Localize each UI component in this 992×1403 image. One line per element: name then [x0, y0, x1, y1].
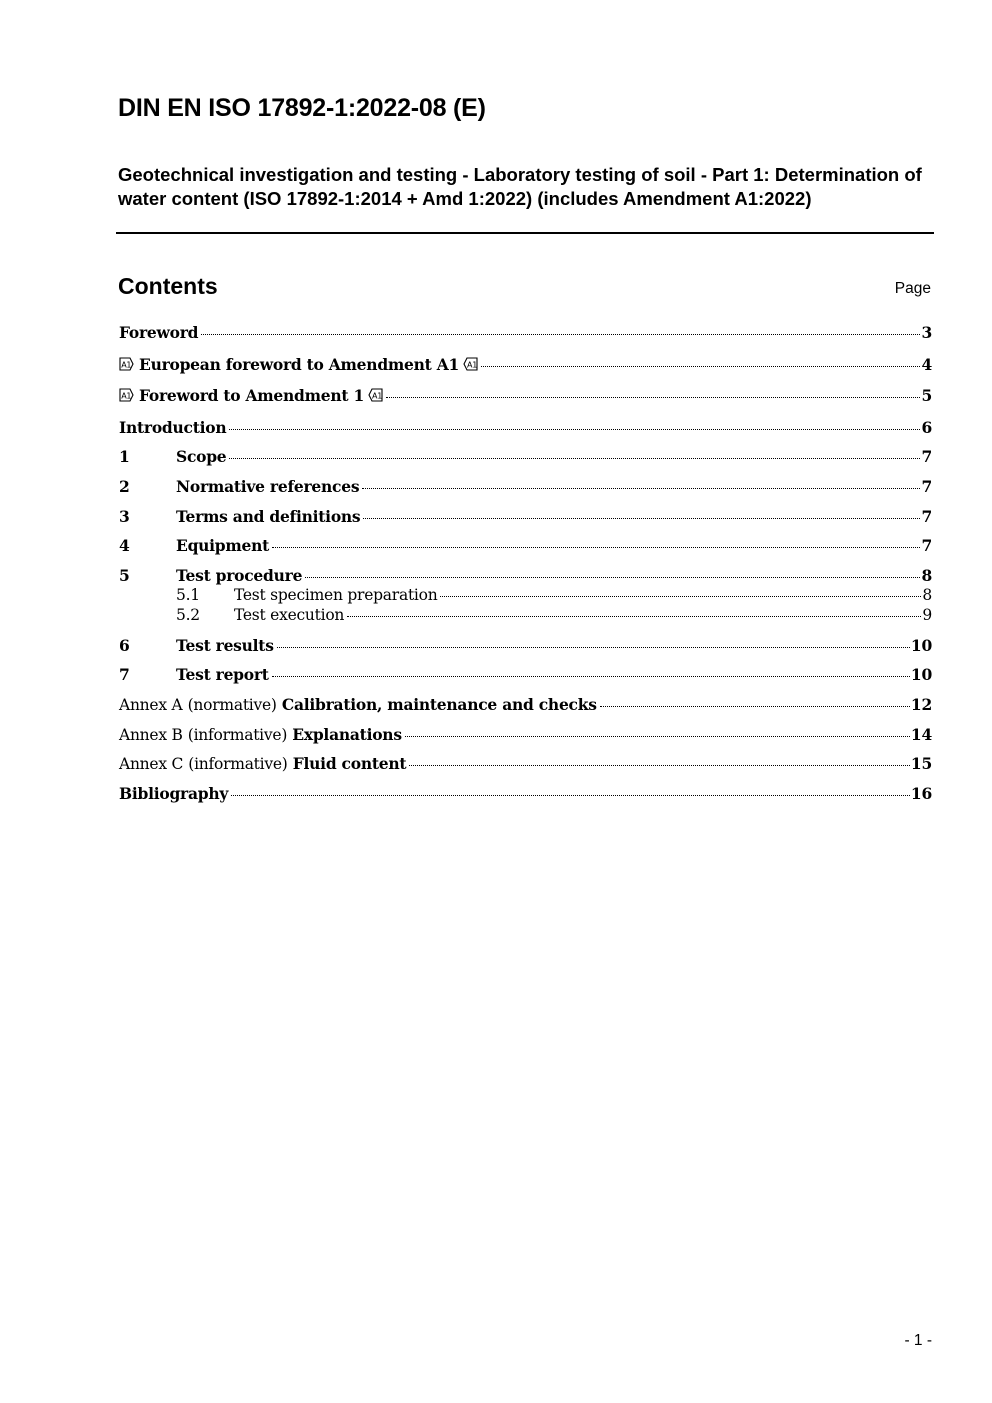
- toc-entry-page: 7: [921, 447, 932, 466]
- toc-entry-page: 7: [921, 536, 932, 555]
- dot-leader: [440, 596, 921, 597]
- toc-entry-label: Foreword to Amendment 1: [139, 386, 365, 405]
- dot-leader: [272, 676, 910, 677]
- annex-prefix: Annex A: [119, 696, 183, 714]
- toc-entry-number: 3: [119, 507, 130, 526]
- page-number-footer: - 1 -: [904, 1332, 932, 1349]
- dot-leader: [305, 577, 920, 578]
- toc-entry-label: Test procedure: [176, 566, 303, 585]
- toc-entry-label: Test results: [176, 636, 274, 655]
- toc-entry-label: Calibration, maintenance and checks: [281, 695, 597, 714]
- toc-entry-page: 14: [910, 725, 932, 744]
- toc-entry-page: 8: [921, 566, 932, 585]
- toc-entry-label: European foreword to Amendment A1: [139, 355, 460, 374]
- svg-text:A1: A1: [372, 391, 383, 401]
- toc-entry-label: Normative references: [176, 477, 360, 496]
- toc-entry-equipment[interactable]: [119, 536, 932, 555]
- toc-entry-page: 3: [921, 323, 932, 342]
- toc-entry-page: 6: [921, 418, 932, 437]
- toc-entry-number: 5.2: [176, 606, 200, 624]
- toc-entry-introduction[interactable]: [119, 418, 932, 437]
- toc-entry-page: 7: [921, 477, 932, 496]
- toc-entry-number: 7: [119, 665, 130, 684]
- toc-entry-page: 8: [922, 586, 932, 604]
- amendment-start-marker-icon: [119, 357, 134, 371]
- toc-entry-page: 10: [910, 636, 932, 655]
- toc-entry-page: 4: [921, 355, 932, 374]
- svg-text:A1: A1: [121, 391, 132, 401]
- toc-entry-terms-definitions[interactable]: [119, 507, 932, 526]
- toc-entry-annex-a[interactable]: [119, 695, 932, 714]
- toc-entry-page: 9: [922, 606, 932, 624]
- annex-prefix: Annex C: [119, 755, 184, 773]
- toc-entry-label: Test specimen preparation: [234, 586, 438, 604]
- toc-entry-number: 5.1: [176, 586, 200, 604]
- svg-text:A1: A1: [467, 360, 478, 370]
- toc-entry-specimen-preparation[interactable]: [119, 586, 932, 604]
- title-underline: [116, 232, 934, 234]
- contents-heading: Contents: [118, 273, 218, 299]
- toc-entry-page: 10: [910, 665, 932, 684]
- annex-qualifier: (normative): [187, 696, 277, 714]
- dot-leader: [481, 366, 920, 367]
- toc-entry-label: Equipment: [176, 536, 270, 555]
- amendment-start-marker-icon: [119, 388, 134, 402]
- dot-leader: [347, 616, 921, 617]
- dot-leader: [362, 488, 920, 489]
- toc-entry-page: 12: [910, 695, 932, 714]
- toc-entry-label: Test execution: [234, 606, 345, 624]
- dot-leader: [229, 458, 920, 459]
- annex-qualifier: (informative): [187, 726, 288, 744]
- toc-entry-number: 4: [119, 536, 130, 555]
- toc-entry-page: 15: [910, 754, 932, 773]
- dot-leader: [363, 518, 920, 519]
- toc-entry-label: Test report: [176, 665, 269, 684]
- toc-entry-annex-c[interactable]: [119, 754, 932, 773]
- toc-entry-number: 5: [119, 566, 130, 585]
- toc-entry-foreword[interactable]: [119, 323, 932, 342]
- toc-entry-number: 1: [119, 447, 130, 466]
- toc-entry-european-foreword-a1[interactable]: [119, 355, 932, 374]
- toc-entry-label: Terms and definitions: [176, 507, 361, 526]
- page-column-label: Page: [894, 280, 931, 297]
- dot-leader: [600, 706, 910, 707]
- toc-entry-scope[interactable]: [119, 447, 932, 466]
- toc-entry-label: Scope: [176, 447, 227, 466]
- toc-entry-number: 6: [119, 636, 130, 655]
- toc-entry-page: 7: [921, 507, 932, 526]
- toc-entry-label: Introduction: [119, 418, 227, 437]
- dot-leader: [231, 795, 910, 796]
- toc-entry-label: Fluid content: [292, 754, 407, 773]
- toc-entry-label: Bibliography: [119, 784, 229, 803]
- svg-text:A1: A1: [121, 360, 132, 370]
- toc-entry-annex-b[interactable]: [119, 725, 932, 744]
- annex-prefix: Annex B: [119, 726, 183, 744]
- annex-qualifier: (informative): [188, 755, 288, 773]
- toc-entry-test-results[interactable]: [119, 636, 932, 655]
- dot-leader: [201, 334, 920, 335]
- dot-leader: [386, 397, 920, 398]
- dot-leader: [277, 647, 910, 648]
- document-title: Geotechnical investigation and testing - Laboratory testing of soil - Part 1: Determination of water content (ISO 17892-1:2014 + Amd 1:2022) (includes Amendment A1:2022): [118, 164, 922, 209]
- amendment-end-marker-icon: [368, 388, 383, 402]
- toc-entry-test-execution[interactable]: [119, 606, 932, 624]
- toc-entry-page: 16: [910, 784, 932, 803]
- toc-entry-label: Foreword: [119, 323, 199, 342]
- dot-leader: [405, 736, 910, 737]
- toc-entry-label: Explanations: [292, 725, 402, 744]
- toc-entry-test-procedure[interactable]: [119, 566, 932, 585]
- toc-entry-foreword-amendment-1[interactable]: [119, 386, 932, 405]
- amendment-end-marker-icon: [463, 357, 478, 371]
- dot-leader: [229, 429, 920, 430]
- document-identifier: DIN EN ISO 17892-1:2022-08 (E): [118, 94, 486, 122]
- toc-entry-bibliography[interactable]: [119, 784, 932, 803]
- dot-leader: [272, 547, 920, 548]
- toc-entry-test-report[interactable]: [119, 665, 932, 684]
- dot-leader: [409, 765, 910, 766]
- toc-entry-number: 2: [119, 477, 130, 496]
- toc-entry-normative-references[interactable]: [119, 477, 932, 496]
- toc-entry-page: 5: [921, 386, 932, 405]
